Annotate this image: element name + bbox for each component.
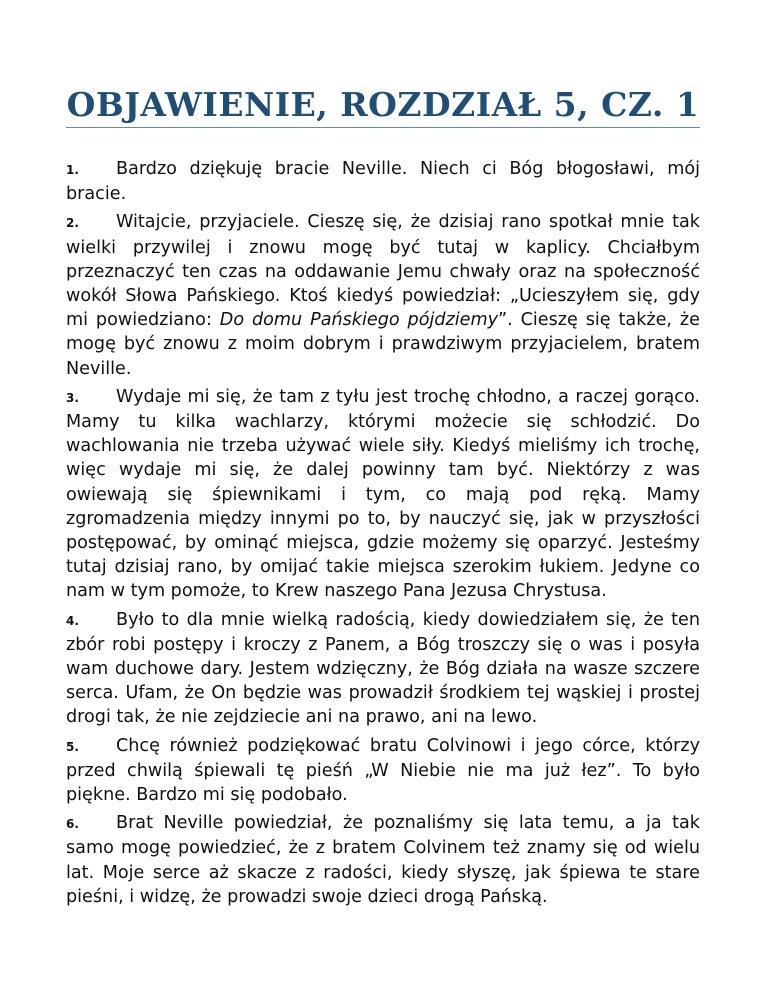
paragraph-text: Brat Neville powiedział, że poznaliśmy się lata temu, a ja tak samo mogę powiedzieć, że z bratem Colvinem też znamy się od wielu lat. Moje serce aż skacze z radości, kiedy słyszę, jak śpiewa te stare pieśni, i widzę, że prowadzi swoje dzieci drogą Pańską.: [66, 813, 700, 907]
paragraph-text: Było to dla mnie wielką radością, kiedy dowiedziałem się, że ten zbór robi postępy i kroczy z Panem, a Bóg troszczy się o was i posyła wam duchowe dary. Jestem wdzięczny, że Bóg działa na wasze szczere serca. Ufam, że On będzie was prowadził środkiem tej wąskiej i prostej drogi tak, że nie zejdziecie ani na prawo, ani na lewo.: [66, 609, 700, 728]
paragraph-number: 5.: [66, 739, 79, 754]
paragraph-text: Bardzo dziękuję bracie Neville. Niech ci Bóg błogosławi, mój bracie.: [66, 159, 700, 205]
paragraph-number: 2.: [66, 216, 79, 231]
paragraph-1: [66, 157, 700, 206]
paragraph-number: 6.: [66, 817, 79, 832]
paragraph-2: [66, 210, 700, 380]
paragraph-number: 3.: [66, 390, 79, 405]
paragraph-number: 4.: [66, 613, 79, 628]
paragraph-text: Witajcie, przyjaciele. Cieszę się, że dzisiaj rano spotkał mnie tak wielki przywilej i znowu mogę być tutaj w kaplicy. Chciałbym przeznaczyć ten czas na oddawanie Jemu chwały oraz na społeczność wokół Słowa Pańskiego. Ktoś kiedyś powiedział: „Ucieszyłem się, gdy mi powiedziano:: [66, 212, 700, 331]
paragraph-text: Chcę również podziękować bratu Colvinowi i jego córce, którzy przed chwilą śpiewali tę pieśń „W Niebie nie ma już łez”. To było piękne. Bardzo mi się podobało.: [66, 735, 700, 806]
paragraph-text: ”. Cieszę się także, że mogę być znowu z moim dobrym i prawdziwym przyjacielem, bratem Neville.: [66, 310, 700, 379]
paragraph-6: [66, 811, 700, 909]
document-page: [66, 0, 700, 913]
document-body: [66, 157, 700, 909]
paragraph-number: 1.: [66, 163, 79, 177]
paragraph-text: Wydaje mi się, że tam z tyłu jest trochę chłodno, a raczej gorąco. Mamy tu kilka wachlarzy, którymi możecie się schłodzić. Do wachlowania nie trzeba używać wiele siły. Kiedyś mieliśmy ich trochę, więc wydaje mi się, że dalej powinny tam być. Niektórzy z was owiewają się śpiewnikami i tym, co mają pod ręką. Mamy zgromadzenia między innymi po to, by nauczyć się, jak w przyszłości postępować, by ominąć miejsca, gdzie możemy się oparzyć. Jesteśmy tutaj dzisiaj rano, by omijać takie miejsca szerokim łukiem. Jedyne co nam w tym pomoże, to Krew naszego Pana Jezusa Chrystusa.: [66, 386, 700, 602]
paragraph-5: [66, 734, 700, 808]
paragraph-3: [66, 385, 700, 604]
document-title: OBJAWIENIE, ROZDZIAŁ 5, CZ. 1: [66, 85, 700, 124]
title-divider: [66, 127, 700, 128]
paragraph-italic-quote: Do domu Pańskiego pójdziemy: [219, 310, 499, 331]
paragraph-4: [66, 608, 700, 730]
